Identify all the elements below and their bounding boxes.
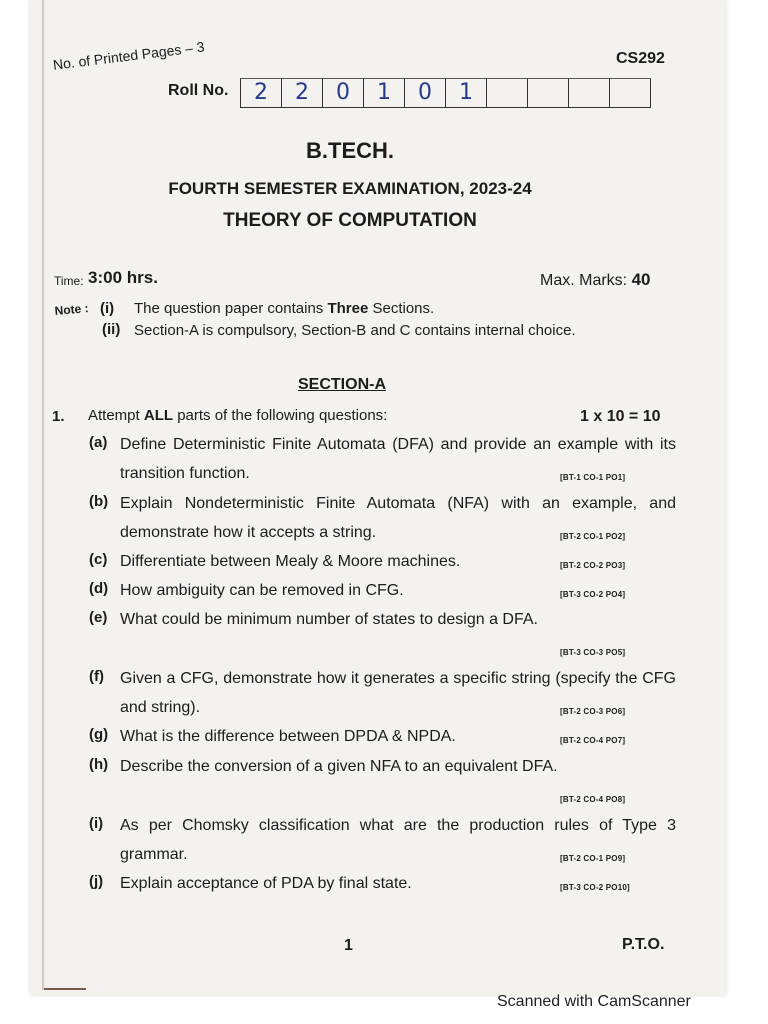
part-text: Explain acceptance of PDA by final state.	[120, 875, 412, 892]
course-code: CS292	[616, 50, 665, 67]
part-label: (d)	[89, 580, 109, 597]
question-text-part: parts of the following questions:	[173, 407, 388, 424]
roll-digit: 0	[404, 78, 445, 107]
part-label: (i)	[89, 815, 104, 832]
question-text-part: Attempt	[88, 407, 144, 424]
part-text: How ambiguity can be removed in CFG.	[120, 582, 404, 599]
outcome-tag: [BT-2 CO-4 PO8]	[560, 795, 626, 804]
part-label: (j)	[89, 873, 104, 890]
question-instruction	[88, 407, 387, 424]
note-number: (i)	[100, 300, 115, 317]
outcome-tag: [BT-3 CO-3 PO5]	[560, 648, 626, 657]
note-text	[134, 300, 434, 317]
part-label: (f)	[89, 668, 104, 685]
exam-title: FOURTH SEMESTER EXAMINATION, 2023-24	[168, 179, 532, 198]
roll-number-boxes	[240, 78, 651, 108]
section-heading: SECTION-A	[298, 376, 386, 393]
time-label: Time:	[54, 274, 84, 288]
note-text: Section-A is compulsory, Section-B and C contains internal choice.	[134, 322, 576, 339]
part-label: (h)	[89, 756, 109, 773]
outcome-tag: [BT-2 CO-1 PO9]	[560, 854, 626, 863]
note-text-part: The question paper contains	[134, 300, 328, 317]
note-number: (ii)	[102, 321, 121, 338]
roll-digit	[609, 78, 651, 107]
note-text-part: Sections.	[368, 300, 435, 317]
part-text: Describe the conversion of a given NFA to an equivalent DFA.	[120, 758, 558, 775]
note-label: Note :	[54, 301, 90, 318]
roll-digit	[527, 78, 568, 107]
roll-digit: 1	[363, 78, 404, 107]
max-marks-value: 40	[631, 270, 651, 289]
outcome-tag: [BT-2 CO-4 PO7]	[560, 736, 626, 745]
outcome-tag: [BT-1 CO-1 PO1]	[560, 473, 626, 482]
part-label: (a)	[89, 434, 108, 451]
roll-number-label: Roll No.	[168, 82, 229, 99]
question-marks: 1 x 10 = 10	[580, 408, 661, 425]
part-label: (g)	[89, 726, 109, 743]
outcome-tag: [BT-2 CO-3 PO6]	[560, 707, 626, 716]
question-text-bold: ALL	[143, 407, 174, 424]
part-text: Differentiate between Mealy & Moore machines.	[120, 553, 461, 570]
part-text: Given a CFG, demonstrate how it generates a specific string (specify the CFG and string).	[120, 670, 676, 716]
roll-digit	[486, 78, 527, 107]
part-text: What could be minimum number of states to design a DFA.	[120, 611, 538, 628]
outcome-tag: [BT-2 CO-2 PO3]	[560, 561, 626, 570]
question-number: 1.	[52, 408, 65, 425]
roll-digit: 2	[240, 78, 281, 107]
printed-pages-label: No. of Printed Pages – 3	[52, 38, 206, 73]
part-label: (e)	[89, 609, 108, 626]
max-marks	[540, 270, 651, 290]
part-label: (c)	[89, 551, 108, 568]
roll-digit: 2	[281, 78, 322, 107]
time-value: 3:00 hrs.	[88, 268, 158, 287]
part-label: (b)	[89, 493, 109, 510]
page-number: 1	[344, 937, 353, 954]
scan-edge-mark	[44, 988, 86, 990]
subject-title: THEORY OF COMPUTATION	[223, 210, 477, 231]
part-text: What is the difference between DPDA & NPDA.	[120, 728, 456, 745]
pto-label: P.T.O.	[622, 936, 665, 953]
roll-digit	[568, 78, 609, 107]
outcome-tag: [BT-3 CO-2 PO4]	[560, 590, 626, 599]
roll-digit: 1	[445, 78, 486, 107]
part-text: Define Deterministic Finite Automata (DFA) and provide an example with its transition function.	[120, 436, 676, 482]
roll-digit: 0	[322, 78, 363, 107]
outcome-tag: [BT-2 CO-1 PO2]	[560, 532, 626, 541]
max-marks-label: Max. Marks:	[540, 272, 628, 289]
part-text: Explain Nondeterministic Finite Automata (NFA) with an example, and demonstrate how it accepts a string.	[120, 495, 676, 541]
note-text-bold: Three	[327, 300, 369, 317]
part-text: As per Chomsky classification what are the production rules of Type 3 grammar.	[120, 817, 676, 863]
outcome-tag: [BT-3 CO-2 PO10]	[560, 883, 630, 892]
degree-title: B.TECH.	[306, 138, 394, 163]
scanner-watermark: Scanned with CamScanner	[497, 993, 691, 1010]
